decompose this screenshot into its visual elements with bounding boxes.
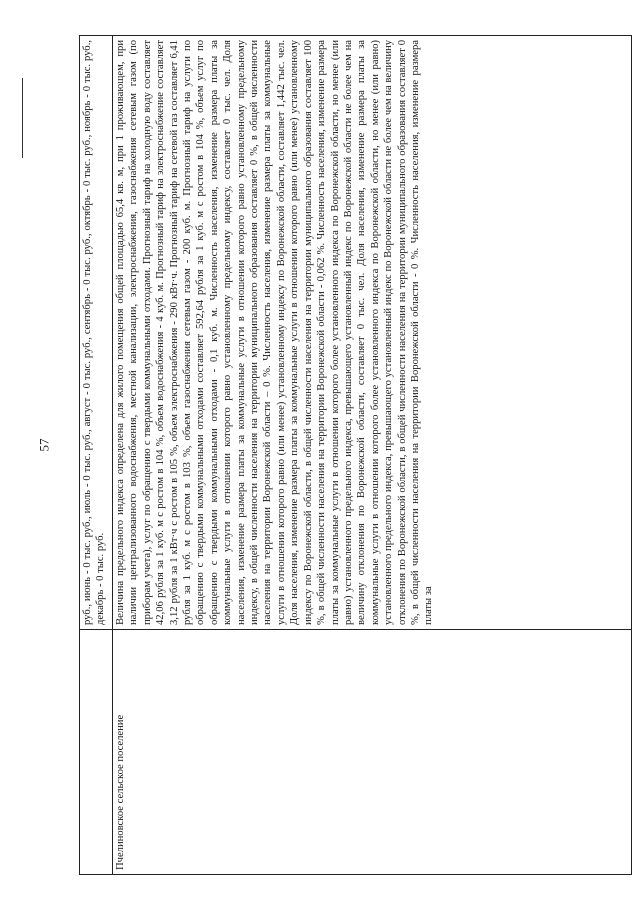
- page-number: 57: [36, 438, 52, 452]
- monthly-values-cell: руб., июнь - 0 тыс. руб., июль - 0 тыс. руб., август - 0 тыс. руб., сентябрь - 0 тыс. руб., октябрь - 0 тыс. руб., ноябрь - 0 тыс. руб., декабрь - 0 тыс. руб.: [80, 36, 113, 630]
- index-description-cell: Величина предельного индекса определена для жилого помещения общей площадью 65,4 кв. м, при 1 проживающем, при наличии централизованного водоснабжения, местной канализации, электроснабжения, газоснабжения сетевым газом (по приборам учета), услуг по обращению с твердыми коммунальными отходами. Прогнозный тариф на холодную воду составляет 42,06 рубля за 1 куб. м с ростом в 104 %, объем водоснабжения - 4 куб. м. Прогнозный тариф на электроснабжение составляет 3,12 рубля за 1 кВт·ч с ростом в 105 %, объем электроснабжения - 290 кВт·ч. Прогнозный тариф на сетевой газ составляет 6,41 рубля за 1 куб. м с ростом в 103 %, объем газоснабжения сетевым газом - 200 куб. м. Прогнозный тариф на услуги по обращению с твердыми коммунальными отходами составляет 592,64 рубля за 1 куб. м с ростом в 104 %, объем услуг по обращению с твердыми коммунальными отходами - 0,1 куб. м. Численность населения, изменение размера платы за коммунальные услуги в отношении которого равно установленному предельному индексу, составляет 0 тыс. чел. Доля населения, изменение размера платы за коммунальные услуги в отношении которого равно установленному предельному индексу, в общей численности населения на территории муниципального образования составляет 0 %, в общей численности населения на территории Воронежской области – 0 %. Численность населения, изменение размера платы за коммунальные услуги в отношении которого равно (или менее) установленному индексу по Воронежской области, составляет 1,442 тыс. чел. Доля населения, изменение размера платы за коммунальные услуги в отношении которого равно (или менее) установленному индексу по Воронежской области, в общей численности населения на территории муниципального образования составляет 100 %, в общей численности населения на территории Воронежской области - 0,062 %. Численность населения, изменение размера платы за коммунальные услуги в отношении которого более установленного индекса по Воронежской области, но менее (или равно) установленного предельного индекса, превышающего установленный индекс по Воронежской области не более чем на величину отклонения по Воронежской области, составляет 0 тыс. чел. Доля населения, изменение размера платы за коммунальные услуги в отношении которого более установленного индекса по Воронежской области, но менее (или равно) установленного предельного индекса, превышающего установленный индекс по Воронежской области не более чем на величину отклонения по Воронежской области, в общей численности населения на территории муниципального образования составляет 0 %, в общей численности населения на территории Воронежской области - 0 %. Численность населения, изменение размера платы за: [113, 36, 632, 630]
- table-row: [80, 36, 113, 875]
- settlement-name-cell: Пчелиновское сельское поселение: [113, 630, 632, 875]
- rotated-table-container: [79, 35, 631, 875]
- document-table: [79, 35, 632, 875]
- margin-rule: [22, 78, 23, 158]
- table-cell-empty: [80, 630, 113, 875]
- table-row: [113, 36, 632, 875]
